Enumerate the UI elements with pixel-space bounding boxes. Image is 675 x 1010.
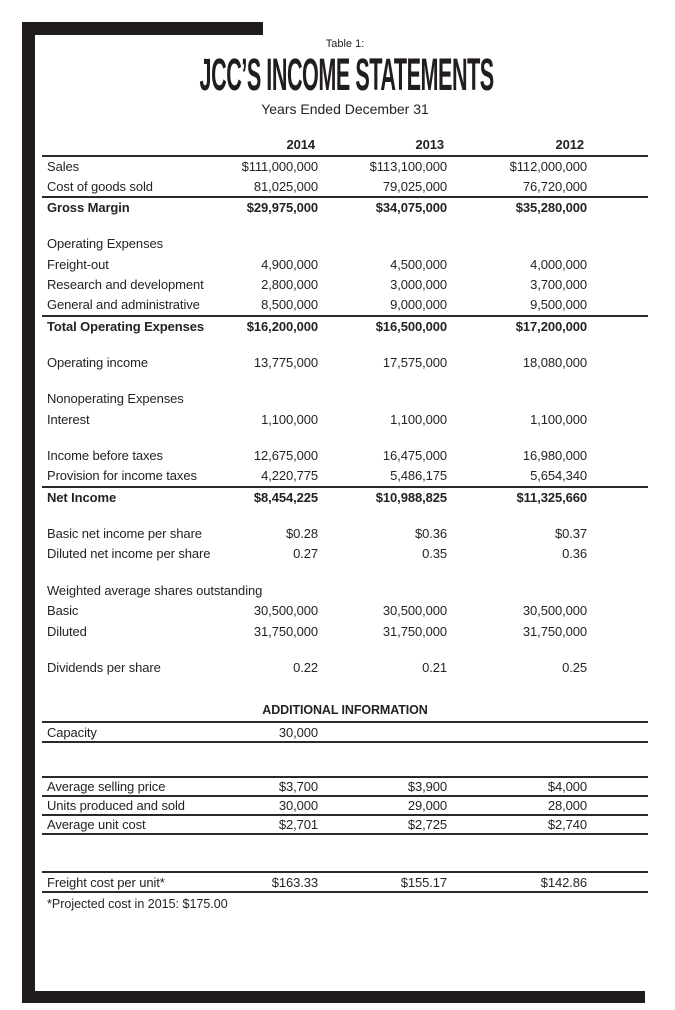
cell-value: $11,325,660 xyxy=(447,487,587,508)
cell-value: 0.36 xyxy=(562,546,587,562)
cell-value: 31,750,000 xyxy=(382,623,447,639)
table-row xyxy=(42,352,648,373)
table-row xyxy=(42,544,648,565)
cell-value: 0.27 xyxy=(293,546,318,562)
cell-value: 9,500,000 xyxy=(530,297,587,313)
cell-value: $3,700 xyxy=(183,777,318,796)
spacer-cell xyxy=(587,136,648,156)
spacer-cell xyxy=(587,601,648,622)
row-label: Diluted xyxy=(47,623,87,639)
row-label: Income before taxes xyxy=(47,448,163,464)
document-content xyxy=(42,0,648,912)
cell-value: $10,988,825 xyxy=(318,487,447,508)
spacer-row xyxy=(42,564,648,580)
table-row xyxy=(42,177,648,198)
spacer-row xyxy=(42,373,648,389)
cell-value: 18,080,000 xyxy=(522,354,587,370)
table-row xyxy=(42,197,648,218)
page-title: JCC’S INCOME STATEMENTS xyxy=(199,49,494,100)
year-header-row xyxy=(42,136,648,156)
spacer-row xyxy=(42,742,648,777)
spacer-cell xyxy=(587,523,648,544)
cell-value: 1,100,000 xyxy=(390,411,447,427)
spacer-row xyxy=(42,834,648,872)
table-row xyxy=(42,254,648,275)
cell-value: 3,000,000 xyxy=(390,277,447,293)
row-label: Capacity xyxy=(42,722,183,742)
spacer-cell xyxy=(587,156,648,177)
table-row xyxy=(42,621,648,642)
row-label: Gross Margin xyxy=(42,197,183,218)
cell-value: $0.36 xyxy=(414,525,447,541)
cell-value: 17,575,000 xyxy=(382,354,447,370)
cell-value: 0.22 xyxy=(293,660,318,676)
cell-value xyxy=(447,234,587,255)
row-label: Total Operating Expenses xyxy=(42,316,183,337)
additional-information-heading-row xyxy=(42,695,648,722)
column-header-2014: 2014 xyxy=(183,136,318,156)
table-row xyxy=(42,409,648,430)
cell-value: $0.28 xyxy=(285,525,318,541)
spacer-cell xyxy=(587,177,648,198)
spacer-row xyxy=(42,507,648,523)
row-label: Average unit cost xyxy=(42,815,183,834)
cell-value xyxy=(318,722,447,742)
row-label: Cost of goods sold xyxy=(47,178,153,194)
cell-value: 79,025,000 xyxy=(382,178,447,194)
table-row xyxy=(42,295,648,316)
row-label: Research and development xyxy=(47,277,204,293)
spacer-cell xyxy=(587,446,648,467)
cell-value: 81,025,000 xyxy=(253,178,318,194)
cell-value xyxy=(183,389,318,410)
spacer-cell xyxy=(587,254,648,275)
cell-value xyxy=(447,722,587,742)
table-row xyxy=(42,316,648,337)
cell-value: $142.86 xyxy=(447,872,587,892)
row-label: Operating Expenses xyxy=(47,236,163,252)
spacer-cell xyxy=(587,621,648,642)
row-label: Net Income xyxy=(42,487,183,508)
footnote: *Projected cost in 2015: $175.00 xyxy=(47,897,228,911)
cell-value: 5,486,175 xyxy=(390,468,447,484)
cell-value xyxy=(318,580,447,601)
spacer-cell xyxy=(587,316,648,337)
cell-value: 0.21 xyxy=(422,660,447,676)
cell-value: 1,100,000 xyxy=(530,411,587,427)
cell-value: $0.37 xyxy=(554,525,587,541)
row-label: Weighted average shares outstanding xyxy=(47,582,263,598)
cell-value: 29,000 xyxy=(318,796,447,815)
cell-value: $16,500,000 xyxy=(318,316,447,337)
table-row xyxy=(42,275,648,296)
row-label: Basic net income per share xyxy=(47,525,202,541)
cell-value: 16,980,000 xyxy=(522,448,587,464)
row-label: Operating income xyxy=(47,354,149,370)
additional-information-heading: ADDITIONAL INFORMATION xyxy=(42,695,648,722)
section-header-row xyxy=(42,234,648,255)
spacer-cell xyxy=(587,580,648,601)
cell-value: 31,750,000 xyxy=(253,623,318,639)
cell-value: 4,500,000 xyxy=(390,256,447,272)
spacer-cell xyxy=(587,197,648,218)
cell-value: $2,701 xyxy=(183,815,318,834)
row-label: Freight-out xyxy=(47,256,109,272)
table-row xyxy=(42,815,648,834)
row-label: Dividends per share xyxy=(47,660,161,676)
row-label: Average selling price xyxy=(42,777,183,796)
table-row xyxy=(42,466,648,487)
row-label: Interest xyxy=(47,411,90,427)
table-row xyxy=(42,658,648,679)
cell-value: $29,975,000 xyxy=(183,197,318,218)
row-label: Sales xyxy=(47,159,80,175)
cell-value: $3,900 xyxy=(318,777,447,796)
spacer-cell xyxy=(587,815,648,834)
column-header-2012: 2012 xyxy=(447,136,587,156)
cell-value: $2,725 xyxy=(318,815,447,834)
cell-value: 30,500,000 xyxy=(253,603,318,619)
cell-value xyxy=(447,580,587,601)
cell-value xyxy=(447,389,587,410)
section-header-row xyxy=(42,580,648,601)
spacer-cell xyxy=(587,872,648,892)
spacer-cell xyxy=(587,275,648,296)
table-row xyxy=(42,156,648,177)
cell-value: 4,000,000 xyxy=(530,256,587,272)
spacer-cell xyxy=(587,409,648,430)
section-header-row xyxy=(42,389,648,410)
cell-value: $112,000,000 xyxy=(509,159,587,175)
cell-value: 30,500,000 xyxy=(522,603,587,619)
cell-value: 8,500,000 xyxy=(261,297,318,313)
cell-value: $8,454,225 xyxy=(183,487,318,508)
cell-value: 0.35 xyxy=(422,546,447,562)
cell-value: 1,100,000 xyxy=(261,411,318,427)
spacer-cell xyxy=(587,352,648,373)
spacer-row xyxy=(42,642,648,658)
row-label: Units produced and sold xyxy=(42,796,183,815)
cell-value: $2,740 xyxy=(447,815,587,834)
spacer-cell xyxy=(587,722,648,742)
cell-value: 2,800,000 xyxy=(261,277,318,293)
spacer-cell xyxy=(587,295,648,316)
spacer-cell xyxy=(587,466,648,487)
table-row xyxy=(42,796,648,815)
cell-value: $35,280,000 xyxy=(447,197,587,218)
table-row xyxy=(42,523,648,544)
income-statement-table xyxy=(42,136,648,678)
cell-value xyxy=(318,234,447,255)
cell-value xyxy=(183,234,318,255)
cell-value: $155.17 xyxy=(318,872,447,892)
spacer-cell xyxy=(587,777,648,796)
table-row xyxy=(42,446,648,467)
row-label: Freight cost per unit* xyxy=(42,872,183,892)
cell-value: $17,200,000 xyxy=(447,316,587,337)
row-label: Diluted net income per share xyxy=(47,546,211,562)
cell-value: 4,220,775 xyxy=(261,468,318,484)
cell-value: 0.25 xyxy=(562,660,587,676)
cell-value: 12,675,000 xyxy=(253,448,318,464)
cell-value: 28,000 xyxy=(447,796,587,815)
capacity-row xyxy=(42,722,648,742)
cell-value: 5,654,340 xyxy=(530,468,587,484)
cell-value: 16,475,000 xyxy=(382,448,447,464)
frame-left-bar xyxy=(22,22,35,1003)
cell-value xyxy=(318,389,447,410)
row-label: Basic xyxy=(47,603,79,619)
spacer-row xyxy=(42,430,648,446)
spacer-cell xyxy=(587,544,648,565)
row-label: Provision for income taxes xyxy=(47,468,197,484)
cell-value: $163.33 xyxy=(183,872,318,892)
cell-value: 30,000 xyxy=(183,796,318,815)
spacer-row xyxy=(42,218,648,234)
cell-value: 4,900,000 xyxy=(261,256,318,272)
cell-value: 30,000 xyxy=(183,722,318,742)
cell-value: $16,200,000 xyxy=(183,316,318,337)
cell-value: 3,700,000 xyxy=(530,277,587,293)
table-row xyxy=(42,601,648,622)
frame-bottom-bar xyxy=(22,991,645,1003)
spacer-cell xyxy=(587,487,648,508)
cell-value: 76,720,000 xyxy=(522,178,587,194)
spacer-row xyxy=(42,336,648,352)
cell-value: $34,075,000 xyxy=(318,197,447,218)
cell-value: 13,775,000 xyxy=(253,354,318,370)
spacer-cell xyxy=(587,389,648,410)
table-label: Table 1: xyxy=(325,38,365,50)
additional-information-table xyxy=(42,695,648,893)
row-label: Nonoperating Expenses xyxy=(47,391,184,407)
cell-value: 30,500,000 xyxy=(382,603,447,619)
table-row xyxy=(42,777,648,796)
year-header-empty xyxy=(42,136,183,156)
cell-value: 31,750,000 xyxy=(522,623,587,639)
freight-cost-row xyxy=(42,872,648,892)
spacer-cell xyxy=(587,658,648,679)
row-label: General and administrative xyxy=(47,297,200,313)
cell-value: $4,000 xyxy=(447,777,587,796)
page-subtitle: Years Ended December 31 xyxy=(261,101,429,117)
spacer-cell xyxy=(587,796,648,815)
spacer-cell xyxy=(587,234,648,255)
cell-value: $113,100,000 xyxy=(369,159,447,175)
cell-value: $111,000,000 xyxy=(241,159,318,175)
table-row xyxy=(42,487,648,508)
column-header-2013: 2013 xyxy=(318,136,447,156)
cell-value: 9,000,000 xyxy=(390,297,447,313)
